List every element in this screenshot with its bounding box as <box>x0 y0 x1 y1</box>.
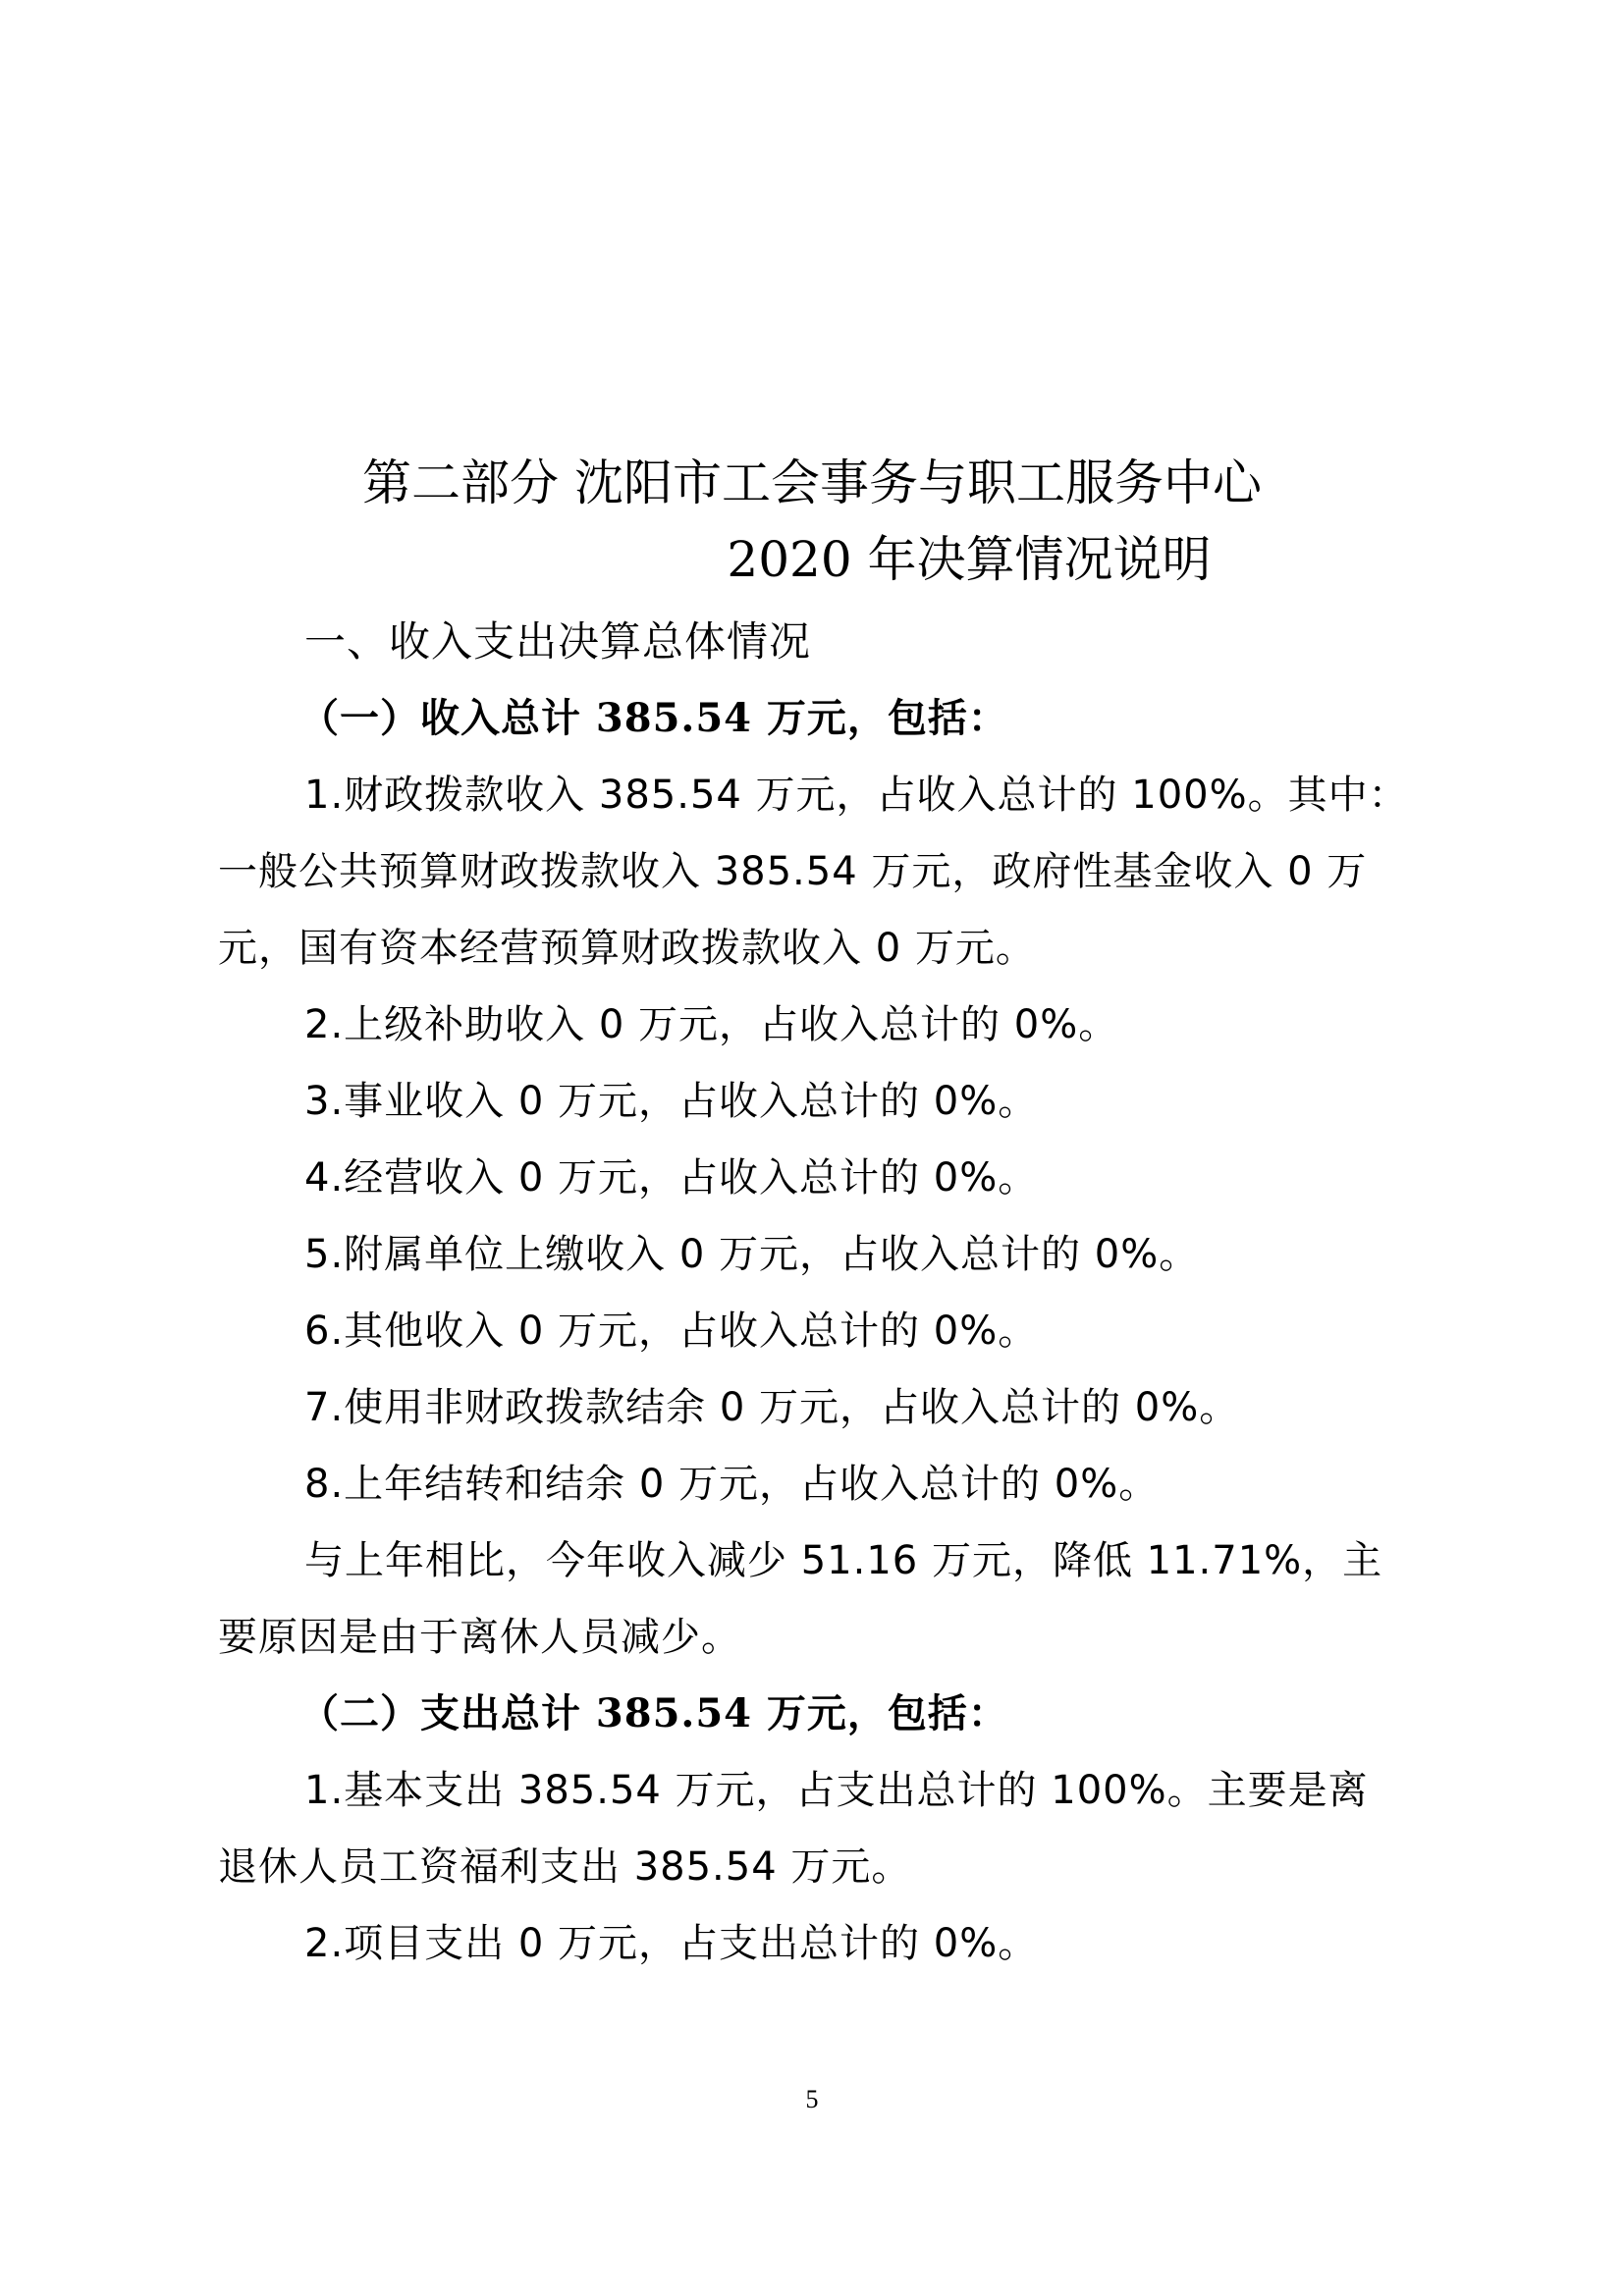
expense-item1-line2: 退休人员工资福利支出 385.54 万元。 <box>218 1844 912 1890</box>
income-item8: 8.上年结转和结余 0 万元，占收入总计的 0%。 <box>304 1462 1160 1507</box>
income-item4: 4.经营收入 0 万元，占收入总计的 0%。 <box>304 1155 1039 1201</box>
section-heading-overview: 一、收入支出决算总体情况 <box>304 617 812 666</box>
document-title-line2: 2020 年决算情况说明 <box>727 531 1212 588</box>
expense-item2: 2.项目支出 0 万元，占支出总计的 0%。 <box>304 1921 1039 1966</box>
income-item6: 6.其他收入 0 万元，占收入总计的 0%。 <box>304 1308 1039 1354</box>
page-number: 5 <box>805 2085 819 2113</box>
income-item3: 3.事业收入 0 万元，占收入总计的 0%。 <box>304 1079 1039 1124</box>
expense-heading: （二）支出总计 385.54 万元，包括： <box>299 1690 1008 1736</box>
income-item1-line3: 元，国有资本经营预算财政拨款收入 0 万元。 <box>218 926 1036 971</box>
income-item1-line1: 1.财政拨款收入 385.54 万元，占收入总计的 100%。其中： <box>304 773 1409 818</box>
income-compare-line1: 与上年相比，今年收入减少 51.16 万元，降低 11.71%，主 <box>304 1538 1383 1583</box>
income-heading: （一）收入总计 385.54 万元，包括： <box>299 695 1008 741</box>
document-title-line1: 第二部分 沈阳市工会事务与职工服务中心 <box>362 454 1262 511</box>
income-item7: 7.使用非财政拨款结余 0 万元，占收入总计的 0%。 <box>304 1385 1240 1430</box>
income-compare-line2: 要原因是由于离休人员减少。 <box>218 1615 741 1660</box>
income-item5: 5.附属单位上缴收入 0 万元，占收入总计的 0%。 <box>304 1232 1200 1277</box>
income-item2: 2.上级补助收入 0 万元，占收入总计的 0%。 <box>304 1002 1119 1047</box>
income-item1-line2: 一般公共预算财政拨款收入 385.54 万元，政府性基金收入 0 万 <box>218 849 1368 894</box>
expense-item1-line1: 1.基本支出 385.54 万元，占支出总计的 100%。主要是离 <box>304 1768 1369 1813</box>
